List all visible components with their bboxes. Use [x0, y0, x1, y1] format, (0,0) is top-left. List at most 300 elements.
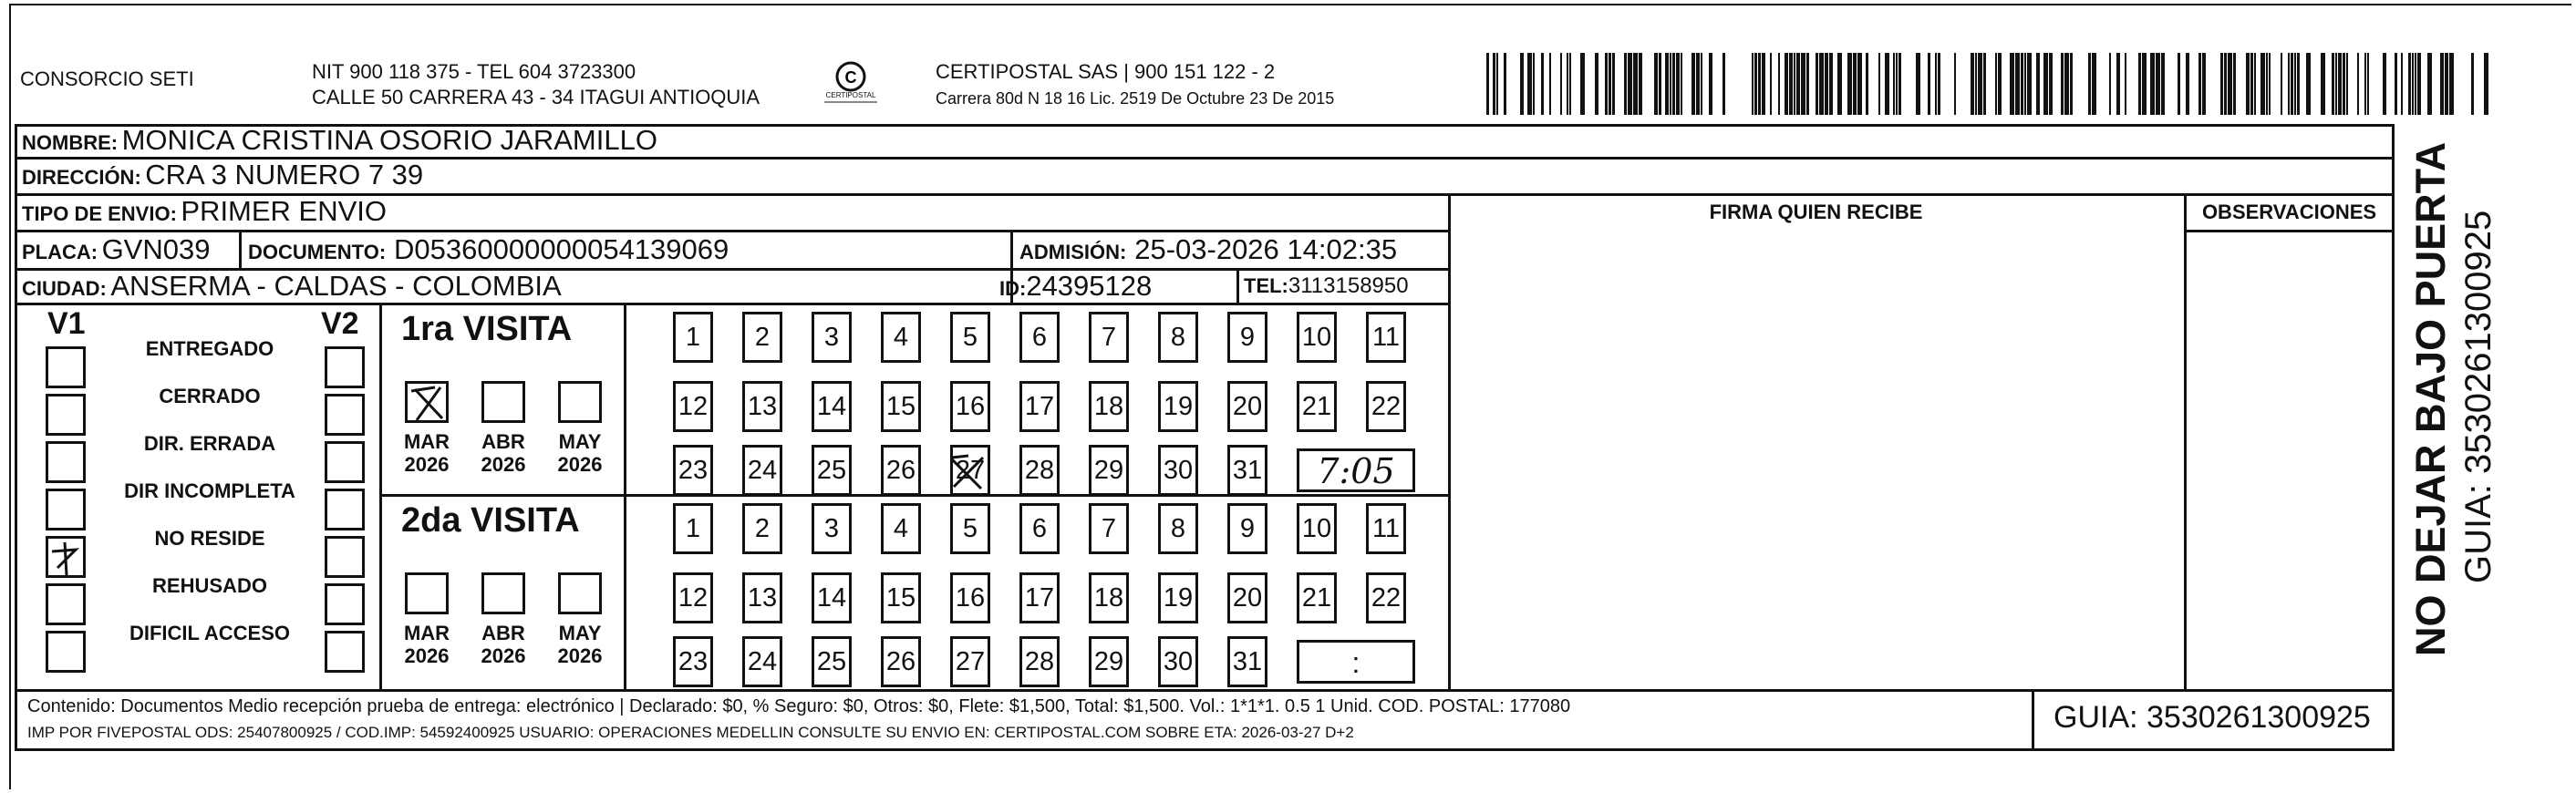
month-name: ABR: [481, 622, 525, 644]
placa-value: GVN039: [101, 233, 211, 265]
footer-contenido: Contenido: Documentos Medio recepción prueba de entrega: electrónico | Declarado: $0, % Seguro: $0, Otros: $0, Flete: $1,500, Total: $1,500. Vol.: 1*1*1. 0.5 1 Unid. COD. POSTAL: 177080: [27, 696, 1571, 716]
day-box[interactable]: 24: [742, 636, 782, 687]
id-row: [999, 270, 1152, 303]
barcode-bar: [1701, 53, 1702, 115]
company-name: CONSORCIO SETI: [20, 67, 194, 90]
day-box[interactable]: 19: [1158, 381, 1198, 432]
barcode-bar: [1754, 53, 1757, 115]
status-label: CERRADO: [159, 385, 261, 407]
tipo-value: PRIMER ENVIO: [181, 195, 388, 227]
barcode-bar: [1898, 53, 1901, 115]
day-box[interactable]: 15: [881, 572, 921, 623]
day-box[interactable]: 15: [881, 381, 921, 432]
barcode-bar: [2015, 53, 2020, 115]
barcode-bar: [1878, 53, 1880, 115]
barcode: [1486, 53, 2495, 115]
month-year: 2026: [557, 644, 603, 667]
barcode-bar: [1853, 53, 1857, 115]
ciudad-row: [22, 270, 562, 303]
month-year: 2026: [557, 453, 603, 476]
barcode-bar: [1493, 53, 1495, 115]
tel-row: [1244, 273, 1409, 299]
barcode-bar: [1928, 53, 1930, 115]
day-box[interactable]: 25: [812, 445, 852, 496]
day-box[interactable]: 8: [1158, 503, 1198, 554]
barcode-bar: [1770, 53, 1772, 115]
barcode-bar: [1628, 53, 1632, 115]
status-label: ENTREGADO: [145, 337, 274, 360]
page-edge-left: [9, 4, 11, 789]
barcode-bar: [1998, 53, 2002, 115]
id-label: ID:: [999, 277, 1027, 300]
v2-checkbox[interactable]: [325, 631, 365, 673]
barcode-bar: [1938, 53, 1940, 115]
barcode-bar: [2346, 53, 2348, 115]
barcode-bar: [1723, 53, 1725, 115]
barcode-bar: [2415, 53, 2416, 115]
month-year: 2026: [481, 644, 526, 667]
day-box[interactable]: 21: [1297, 381, 1337, 432]
barcode-bar: [1758, 53, 1761, 115]
day-box[interactable]: 6: [1019, 312, 1060, 363]
day-box[interactable]: 3: [812, 312, 852, 363]
direccion-value: CRA 3 NUMERO 7 39: [145, 159, 424, 191]
barcode-bar: [1893, 53, 1895, 115]
v1-checkbox[interactable]: [46, 394, 86, 436]
v2-checkbox[interactable]: [325, 489, 365, 530]
row-line: [2184, 230, 2395, 232]
barcode-bar: [1857, 53, 1862, 115]
barcode-bar: [2281, 53, 2282, 115]
barcode-bar: [1533, 53, 1535, 115]
logo-text: CERTIPOSTAL: [825, 91, 876, 99]
barcode-bar: [2161, 53, 2165, 115]
visit-title: 1ra VISITA: [401, 310, 573, 348]
barcode-bar: [1567, 53, 1568, 115]
nombre-value: MONICA CRISTINA OSORIO JARAMILLO: [121, 124, 657, 156]
certipostal-address: Carrera 80d N 18 16 Lic. 2519 De Octubre 23 De 2015: [936, 89, 1335, 108]
v1-checkbox[interactable]: [46, 489, 86, 530]
day-box[interactable]: 28: [1019, 445, 1060, 496]
tipo-label: TIPO DE ENVIO:: [22, 202, 177, 225]
day-box[interactable]: 31: [1227, 445, 1267, 496]
barcode-bar: [1916, 53, 1920, 115]
barcode-bar: [1670, 53, 1671, 115]
v2-checkbox[interactable]: [325, 583, 365, 625]
day-box[interactable]: 27: [950, 445, 990, 496]
admision-label: ADMISIÓN:: [1019, 241, 1127, 263]
barcode-bar: [1549, 53, 1551, 115]
v1-checkbox[interactable]: [46, 441, 86, 483]
barcode-bar: [1995, 53, 1997, 115]
barcode-bar: [2049, 53, 2053, 115]
barcode-bar: [1681, 53, 1682, 115]
tel-label: TEL:: [1244, 274, 1288, 297]
day-box[interactable]: 1: [673, 503, 713, 554]
id-value: 24395128: [1026, 270, 1153, 302]
v1-checkbox[interactable]: [46, 346, 86, 388]
side-guia: GUIA: 3530261300925: [2458, 210, 2498, 583]
day-box[interactable]: 18: [1089, 572, 1129, 623]
svg-text:C: C: [844, 68, 857, 87]
barcode-bar: [2343, 53, 2345, 115]
barcode-bar: [1486, 53, 1489, 115]
barcode-bar: [2088, 53, 2091, 115]
month-label: [474, 430, 533, 476]
status-label: REHUSADO: [152, 574, 267, 597]
day-box[interactable]: 30: [1158, 636, 1198, 687]
barcode-bar: [1676, 53, 1680, 115]
barcode-bar: [2383, 53, 2386, 115]
barcode-bar: [2408, 53, 2411, 115]
certipostal-info: CERTIPOSTAL SAS | 900 151 122 - 2: [936, 60, 1276, 83]
footer-guia: GUIA: 3530261300925: [2054, 700, 2371, 735]
barcode-bar: [2395, 53, 2397, 115]
barcode-bar: [1520, 53, 1524, 115]
barcode-bar: [2412, 53, 2414, 115]
status-label: NO RESIDE: [154, 527, 265, 550]
day-box[interactable]: 27: [950, 636, 990, 687]
barcode-bar: [2178, 53, 2180, 115]
day-box[interactable]: 24: [742, 445, 782, 496]
row-line: [15, 303, 1450, 305]
day-box[interactable]: 13: [742, 381, 782, 432]
v2-checkbox[interactable]: [325, 536, 365, 578]
month-name: MAR: [403, 430, 450, 453]
visit-title: 2da VISITA: [401, 501, 580, 540]
day-box[interactable]: 21: [1297, 572, 1337, 623]
nombre-row: [22, 124, 657, 157]
barcode-bar: [2250, 53, 2253, 115]
barcode-bar: [1612, 53, 1615, 115]
barcode-bar: [2202, 53, 2206, 115]
barcode-bar: [1971, 53, 1974, 115]
barcode-bar: [1639, 53, 1642, 115]
barcode-bar: [1504, 53, 1506, 115]
day-box[interactable]: 9: [1227, 503, 1267, 554]
v1-checkbox[interactable]: [46, 536, 86, 578]
day-box[interactable]: 31: [1227, 636, 1267, 687]
row-line: [15, 689, 2395, 692]
day-box[interactable]: 10: [1297, 503, 1337, 554]
day-box[interactable]: 14: [812, 381, 852, 432]
day-box[interactable]: 28: [1019, 636, 1060, 687]
nombre-label: NOMBRE:: [22, 131, 119, 154]
barcode-bar: [2401, 53, 2403, 115]
day-box[interactable]: 26: [881, 445, 921, 496]
barcode-bar: [2427, 53, 2432, 115]
barcode-bar: [2484, 53, 2488, 115]
barcode-bar: [2220, 53, 2223, 115]
month-name: ABR: [481, 430, 525, 453]
barcode-bar: [2224, 53, 2227, 115]
barcode-bar: [2150, 53, 2155, 115]
barcode-bar: [2357, 53, 2359, 115]
month-checkbox[interactable]: [558, 381, 602, 423]
col-line: [2032, 689, 2034, 751]
day-box[interactable]: 4: [881, 312, 921, 363]
barcode-bar: [1709, 53, 1712, 115]
barcode-bar: [2297, 53, 2300, 115]
barcode-bar: [1829, 53, 1833, 115]
barcode-bar: [2449, 53, 2454, 115]
day-box[interactable]: 20: [1227, 381, 1267, 432]
barcode-bar: [2335, 53, 2337, 115]
barcode-bar: [1935, 53, 1937, 115]
day-box[interactable]: 20: [1227, 572, 1267, 623]
day-box[interactable]: 8: [1158, 312, 1198, 363]
admision-row: [1019, 233, 1397, 266]
barcode-bar: [1819, 53, 1824, 115]
barcode-bar: [2228, 53, 2232, 115]
status-label: DIR. ERRADA: [143, 432, 276, 455]
day-box[interactable]: 16: [950, 381, 990, 432]
barcode-bar: [1847, 53, 1852, 115]
month-year: 2026: [404, 644, 450, 667]
barcode-bar: [1806, 53, 1809, 115]
day-box[interactable]: 22: [1366, 381, 1406, 432]
day-box[interactable]: 12: [673, 381, 713, 432]
barcode-bar: [1605, 53, 1608, 115]
col-line: [1236, 268, 1239, 303]
month-name: MAY: [558, 430, 602, 453]
col-line: [2184, 193, 2187, 689]
status-label: DIFICIL ACCESO: [129, 622, 290, 644]
documento-value: D05360000000054139069: [394, 233, 729, 265]
side-warning: NO DEJAR BAJO PUERTA: [2407, 141, 2454, 656]
barcode-bar: [2288, 53, 2290, 115]
barcode-bar: [1752, 53, 1754, 115]
barcode-bar: [2269, 53, 2271, 115]
v2-checkbox[interactable]: [325, 346, 365, 388]
month-checkbox[interactable]: [481, 572, 525, 614]
time-field[interactable]: 7:05: [1297, 448, 1415, 492]
month-checkbox[interactable]: [405, 381, 449, 423]
month-name: MAY: [558, 622, 602, 644]
company-address: CALLE 50 CARRERA 43 - 34 ITAGUI ANTIOQUIA: [312, 86, 760, 108]
barcode-bar: [2440, 53, 2444, 115]
barcode-bar: [2417, 53, 2421, 115]
col-line: [1448, 193, 1451, 689]
barcode-bar: [2156, 53, 2160, 115]
day-box[interactable]: 9: [1227, 312, 1267, 363]
v2-header: V2: [321, 306, 359, 341]
ciudad-value: ANSERMA - CALDAS - COLOMBIA: [110, 270, 562, 302]
barcode-bar: [2254, 53, 2256, 115]
barcode-bar: [1595, 53, 1598, 115]
barcode-bar: [2142, 53, 2147, 115]
barcode-bar: [2070, 53, 2073, 115]
day-box[interactable]: 2: [742, 312, 782, 363]
barcode-bar: [2092, 53, 2096, 115]
barcode-bar: [2266, 53, 2268, 115]
month-label: [398, 430, 456, 476]
month-year: 2026: [404, 453, 450, 476]
barcode-bar: [1896, 53, 1898, 115]
month-label: [474, 622, 533, 667]
v2-checkbox[interactable]: [325, 441, 365, 483]
day-box[interactable]: 13: [742, 572, 782, 623]
barcode-bar: [2260, 53, 2265, 115]
barcode-bar: [2010, 53, 2014, 115]
barcode-bar: [1696, 53, 1700, 115]
barcode-bar: [1794, 53, 1795, 115]
time-field[interactable]: :: [1297, 640, 1415, 684]
day-box[interactable]: 29: [1089, 636, 1129, 687]
documento-label: DOCUMENTO:: [248, 241, 387, 263]
barcode-bar: [2021, 53, 2023, 115]
barcode-bar: [2338, 53, 2342, 115]
barcode-bar: [2233, 53, 2236, 115]
col-line: [239, 230, 242, 268]
placa-row: [22, 233, 210, 266]
company-nit: NIT 900 118 375 - TEL 604 3723300: [312, 60, 636, 83]
barcode-bar: [2061, 53, 2064, 115]
barcode-bar: [1654, 53, 1658, 115]
barcode-bar: [1659, 53, 1661, 115]
barcode-bar: [2291, 53, 2293, 115]
day-box[interactable]: 7: [1089, 312, 1129, 363]
barcode-bar: [1983, 53, 1986, 115]
barcode-bar: [1825, 53, 1828, 115]
day-box[interactable]: 12: [673, 572, 713, 623]
barcode-bar: [2027, 53, 2032, 115]
barcode-bar: [1801, 53, 1805, 115]
barcode-bar: [1580, 53, 1585, 115]
barcode-bar: [1691, 53, 1695, 115]
day-box[interactable]: 23: [673, 636, 713, 687]
month-label: [551, 430, 609, 476]
barcode-bar: [1796, 53, 1800, 115]
direccion-row: [22, 159, 423, 191]
day-box[interactable]: 5: [950, 503, 990, 554]
barcode-bar: [2109, 53, 2111, 115]
month-year: 2026: [481, 453, 526, 476]
direccion-label: DIRECCIÓN:: [22, 166, 141, 189]
day-box[interactable]: 1: [673, 312, 713, 363]
barcode-bar: [1866, 53, 1868, 115]
barcode-bar: [2186, 53, 2189, 115]
barcode-bar: [2321, 53, 2325, 115]
day-box[interactable]: 18: [1089, 381, 1129, 432]
barcode-bar: [2367, 53, 2369, 115]
barcode-bar: [1665, 53, 1669, 115]
barcode-bar: [1837, 53, 1842, 115]
certipostal-logo: [821, 58, 881, 113]
barcode-bar: [2306, 53, 2311, 115]
barcode-bar: [1560, 53, 1562, 115]
placa-label: PLACA:: [22, 241, 98, 263]
day-box[interactable]: 17: [1019, 381, 1060, 432]
day-box[interactable]: 30: [1158, 445, 1198, 496]
barcode-bar: [2064, 53, 2069, 115]
day-box[interactable]: 19: [1158, 572, 1198, 623]
month-checkbox[interactable]: [405, 572, 449, 614]
tipo-row: [22, 195, 387, 228]
day-box[interactable]: 26: [881, 636, 921, 687]
day-box[interactable]: 17: [1019, 572, 1060, 623]
footer-imp: IMP POR FIVEPOSTAL ODS: 25407800925 / COD.IMP: 54592400925 USUARIO: OPERACIONES MEDELLIN CONSULTE SU ENVIO EN: CERTIPOSTAL.COM SOBRE ETA: 2026-03-27 D+2: [27, 724, 1354, 741]
barcode-bar: [2125, 53, 2126, 115]
ciudad-label: CIUDAD:: [22, 277, 107, 300]
day-box[interactable]: 2: [742, 503, 782, 554]
row-line: [15, 230, 1450, 232]
barcode-bar: [1785, 53, 1788, 115]
barcode-bar: [1541, 53, 1544, 115]
barcode-bar: [1975, 53, 1977, 115]
observaciones-header: OBSERVACIONES: [2201, 201, 2377, 223]
day-box[interactable]: 3: [812, 503, 852, 554]
documento-row: [248, 233, 729, 266]
v1-checkbox[interactable]: [46, 583, 86, 625]
status-label: DIR INCOMPLETA: [124, 479, 295, 502]
day-box[interactable]: 4: [881, 503, 921, 554]
barcode-bar: [1624, 53, 1627, 115]
day-box[interactable]: 10: [1297, 312, 1337, 363]
day-box[interactable]: 14: [812, 572, 852, 623]
barcode-bar: [1954, 53, 1956, 115]
day-box[interactable]: 22: [1366, 572, 1406, 623]
v1-checkbox[interactable]: [46, 631, 86, 673]
barcode-bar: [1609, 53, 1611, 115]
barcode-bar: [2043, 53, 2048, 115]
month-checkbox[interactable]: [558, 572, 602, 614]
barcode-bar: [1672, 53, 1675, 115]
barcode-bar: [1816, 53, 1818, 115]
barcode-bar: [1496, 53, 1498, 115]
barcode-bar: [1527, 53, 1532, 115]
barcode-bar: [2332, 53, 2334, 115]
barcode-bar: [1762, 53, 1765, 115]
barcode-bar: [2445, 53, 2448, 115]
day-box[interactable]: 7: [1089, 503, 1129, 554]
firma-header: FIRMA QUIEN RECIBE: [1709, 201, 1923, 223]
barcode-bar: [1633, 53, 1638, 115]
barcode-bar: [2036, 53, 2040, 115]
barcode-bar: [2198, 53, 2201, 115]
day-box[interactable]: 11: [1366, 312, 1406, 363]
day-box[interactable]: 16: [950, 572, 990, 623]
tel-value: 3113158950: [1288, 273, 1409, 298]
barcode-bar: [1885, 53, 1889, 115]
month-label: [398, 622, 456, 667]
barcode-bar: [2024, 53, 2026, 115]
barcode-bar: [2294, 53, 2296, 115]
v1-header: V1: [47, 306, 86, 341]
barcode-bar: [2364, 53, 2366, 115]
v2-checkbox[interactable]: [325, 394, 365, 436]
page-edge-top: [9, 4, 2571, 5]
barcode-bar: [2116, 53, 2120, 115]
day-box[interactable]: 25: [812, 636, 852, 687]
barcode-bar: [1778, 53, 1780, 115]
month-checkbox[interactable]: [481, 381, 525, 423]
month-label: [551, 622, 609, 667]
day-box[interactable]: 6: [1019, 503, 1060, 554]
day-box[interactable]: 5: [950, 312, 990, 363]
barcode-bar: [1789, 53, 1793, 115]
day-box[interactable]: 23: [673, 445, 713, 496]
barcode-bar: [2138, 53, 2141, 115]
admision-value: 25-03-2026 14:02:35: [1134, 233, 1398, 265]
day-box[interactable]: 11: [1366, 503, 1406, 554]
month-name: MAR: [403, 622, 450, 644]
barcode-bar: [1569, 53, 1571, 115]
barcode-bar: [2246, 53, 2250, 115]
barcode-bar: [2471, 53, 2474, 115]
day-box[interactable]: 29: [1089, 445, 1129, 496]
barcode-bar: [1978, 53, 1982, 115]
